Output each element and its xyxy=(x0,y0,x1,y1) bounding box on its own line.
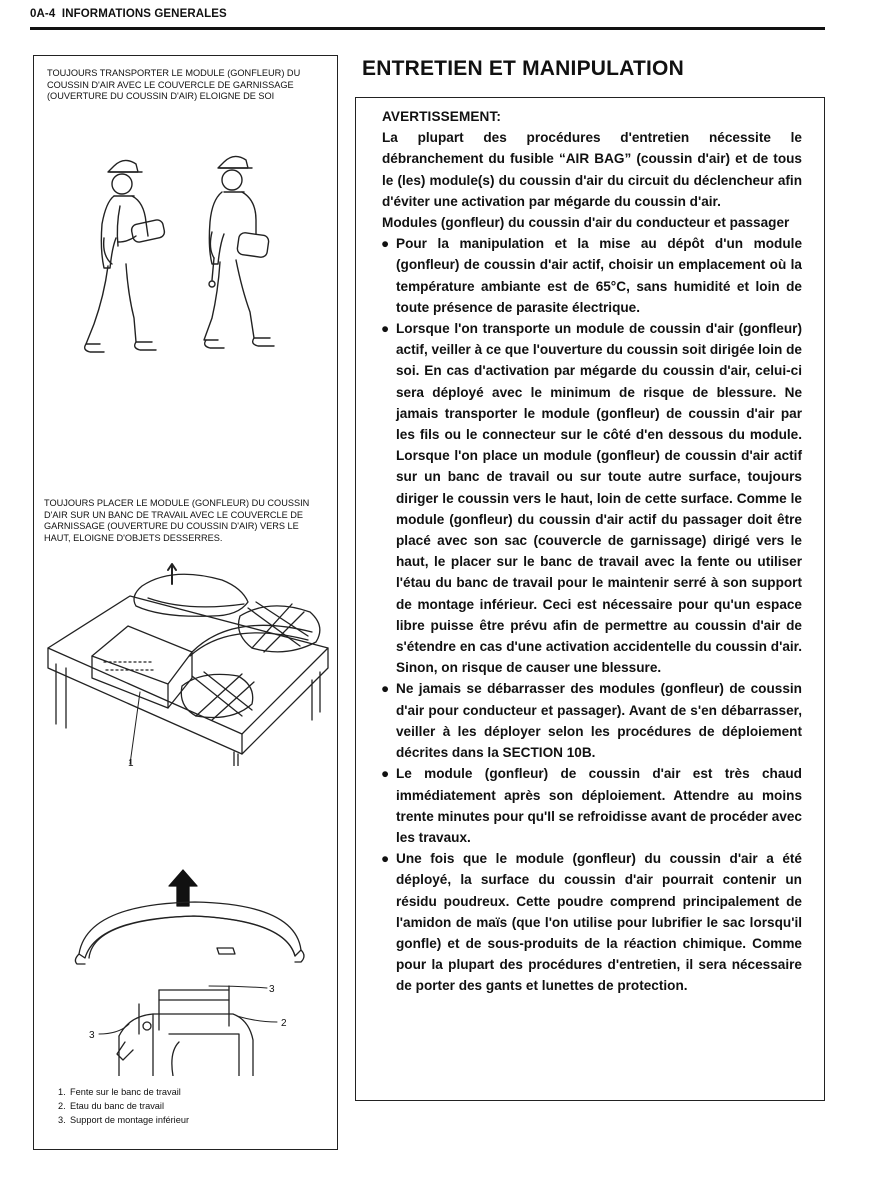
callout-3-left: 3 xyxy=(89,1030,95,1041)
list-item: ● Lorsque l'on transporte un module de coussin d'air (gonfleur) actif, veiller à ce que l'ouverture du coussin soit dirigée loin de soi. En cas d'activation par mégarde du coussin d'air, celui-ci sera déployé avec le minimum de risque de blessure. Ne jamais transporter le module (gonfleur) de coussin d'air par les fils ou le connecteur sur le côté d'en dessous du module. Lorsque l'on place un module (gonfleur) de coussin d'air actif sur un banc de travail ou sur toute autre surface, toujours diriger le coussin vers le haut, loin de cette surface. Comme le module (gonfleur) du coussin d'air actif du passager doit être placé avec son sac (couvercle de garnissage) dirigé vers le haut, le placer sur le banc de travail avec la fente ou utiliser l'étau du banc de travail pour le maintenir serré à son support de montage inférieur. Ceci est nécessaire pour qu'un espace libre puisse être prévu afin de permettre au coussin d'air de s'étendre en cas d'une activation accidentelle du coussin d'air. Sinon, on risque de causer une blessure. xyxy=(382,318,802,678)
bullet-icon: ● xyxy=(381,236,390,252)
header-label xyxy=(30,8,227,20)
list-item: ● Pour la manipulation et la mise au dépôt d'un module (gonfleur) de coussin d'air actif, choisir un emplacement où la température ambiante est de 65°C, sans humidité et loin de toute présence de parasite électrique. xyxy=(382,233,802,318)
header-rule xyxy=(30,27,825,30)
callout-3-top: 3 xyxy=(269,984,275,995)
page-title: ENTRETIEN ET MANIPULATION xyxy=(362,57,684,80)
list-item: ● Ne jamais se débarrasser des modules (gonfleur) de coussin d'air pour conducteur et passager). Avant de s'en débarrasser, veiller à les déployer selon les procédures de déploiement décrites dans la SECTION 10B. xyxy=(382,678,802,763)
figure-legend xyxy=(58,1085,189,1127)
bullet-icon: ● xyxy=(381,851,390,867)
carry-caption: TOUJOURS TRANSPORTER LE MODULE (GONFLEUR) DU COUSSIN D'AIR AVEC LE COUVERCLE DE GARNISSAGE (OUVERTURE DU COUSSIN D'AIR) ELOIGNE DE SOI xyxy=(47,68,301,101)
callout-1: 1 xyxy=(128,758,134,766)
warning-list xyxy=(382,233,802,996)
legend-item: 3. Support de montage inférieur xyxy=(58,1115,190,1125)
technician-figure-a xyxy=(85,160,166,352)
warning-content xyxy=(382,106,802,997)
bullet-icon: ● xyxy=(381,321,390,337)
place-caption: TOUJOURS PLACER LE MODULE (GONFLEUR) DU COUSSIN D'AIR SUR UN BANC DE TRAVAIL AVEC LE COUVERCLE DE GARNISSAGE (OUVERTURE DU COUSSIN D'AIR) VERS LE HAUT, ELOIGNE D'OBJETS DESSERRES. xyxy=(44,498,310,543)
illustration-panel xyxy=(33,55,338,1150)
bullet-icon: ● xyxy=(381,766,390,782)
warning-heading: AVERTISSEMENT: xyxy=(382,109,501,124)
page-header xyxy=(30,8,825,30)
callout-2: 2 xyxy=(281,1018,287,1029)
list-item: ● Le module (gonfleur) de coussin d'air est très chaud immédiatement après son déploiement. Attendre au moins trente minutes pour qu'Il se refroidisse avant de procéder avec les travaux. xyxy=(382,763,802,848)
workbench-illustration xyxy=(42,556,330,766)
list-item: ● Une fois que le module (gonfleur) du coussin d'air a été déployé, la surface du coussin d'air pourrait contenir un résidu poudreux. Cette poudre comprend principalement de l'amidon de maïs (que l'on utilise pour lubrifier le sac lorsqu'il gonfle) et de sous-produits de la réaction chimique. Comme pour la plupart des procédures d'entretien, il sera nécessaire de porter des gants et lunettes de protection. xyxy=(382,848,802,996)
vise-illustration xyxy=(59,866,309,1076)
carry-illustration xyxy=(74,146,294,376)
page-ref: 0A-4 xyxy=(30,8,56,20)
warning-intro: La plupart des procédures d'entretien nécessite le débranchement du fusible “AIR BAG” (coussin d'air) et de tous le (les) module(s) du coussin d'air du circuit du déclencheur afin d'éviter une activation par mégarde du coussin d'air. xyxy=(382,130,802,209)
technician-figure-b xyxy=(204,156,274,348)
section-title: INFORMATIONS GENERALES xyxy=(61,8,227,20)
warning-box xyxy=(355,97,825,1101)
warning-subheading: Modules (gonfleur) du coussin d'air du conducteur et passager xyxy=(382,215,790,231)
bullet-icon: ● xyxy=(381,681,390,697)
legend-item: 1. Fente sur le banc de travail xyxy=(58,1087,181,1097)
legend-item: 2. Etau du banc de travail xyxy=(58,1101,164,1111)
